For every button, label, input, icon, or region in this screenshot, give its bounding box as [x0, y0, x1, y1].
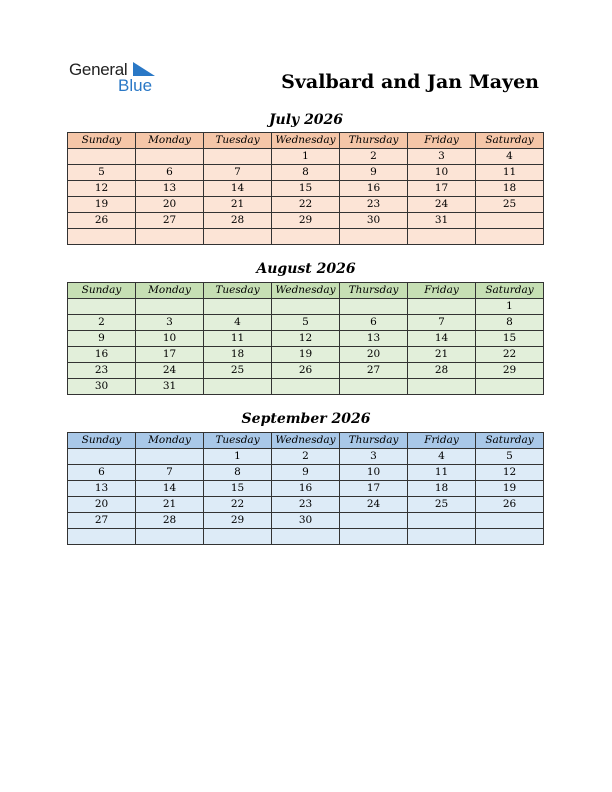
- day-cell: [68, 529, 136, 545]
- day-cell: [136, 449, 204, 465]
- day-cell: 5: [272, 315, 340, 331]
- day-cell: 29: [272, 213, 340, 229]
- day-cell: [476, 379, 544, 395]
- day-cell: 28: [408, 363, 476, 379]
- day-cell: 21: [408, 347, 476, 363]
- day-cell: 9: [272, 465, 340, 481]
- day-cell: 9: [340, 165, 408, 181]
- day-cell: 8: [476, 315, 544, 331]
- day-cell: 19: [68, 197, 136, 213]
- day-cell: [68, 449, 136, 465]
- weekday-header: Tuesday: [204, 133, 272, 149]
- day-cell: 6: [136, 165, 204, 181]
- weekday-header-row: [68, 133, 544, 149]
- day-cell: 30: [340, 213, 408, 229]
- day-cell: [204, 149, 272, 165]
- day-cell: 1: [204, 449, 272, 465]
- day-cell: 19: [476, 481, 544, 497]
- day-cell: 11: [204, 331, 272, 347]
- day-cell: [340, 299, 408, 315]
- weekday-header: Sunday: [68, 133, 136, 149]
- day-cell: 23: [68, 363, 136, 379]
- week-row: [68, 363, 544, 379]
- day-cell: 17: [340, 481, 408, 497]
- day-cell: 2: [68, 315, 136, 331]
- month-title-july: July 2026: [268, 112, 344, 128]
- day-cell: [272, 379, 340, 395]
- day-cell: [136, 529, 204, 545]
- day-cell: 12: [476, 465, 544, 481]
- day-cell: 25: [476, 197, 544, 213]
- day-cell: [272, 229, 340, 245]
- day-cell: 3: [408, 149, 476, 165]
- day-cell: 13: [68, 481, 136, 497]
- day-cell: [68, 299, 136, 315]
- day-cell: 2: [340, 149, 408, 165]
- weekday-header: Thursday: [340, 133, 408, 149]
- calendar-july: [67, 132, 544, 245]
- day-cell: 12: [68, 181, 136, 197]
- day-cell: 22: [204, 497, 272, 513]
- weekday-header: Wednesday: [272, 283, 340, 299]
- day-cell: 14: [136, 481, 204, 497]
- day-cell: 21: [136, 497, 204, 513]
- day-cell: 19: [272, 347, 340, 363]
- week-row: [68, 315, 544, 331]
- day-cell: 1: [272, 149, 340, 165]
- day-cell: 9: [68, 331, 136, 347]
- week-row: [68, 213, 544, 229]
- day-cell: 27: [136, 213, 204, 229]
- day-cell: 20: [340, 347, 408, 363]
- day-cell: 7: [408, 315, 476, 331]
- week-row: [68, 149, 544, 165]
- day-cell: 29: [204, 513, 272, 529]
- day-cell: [204, 299, 272, 315]
- weekday-header: Monday: [136, 283, 204, 299]
- day-cell: 15: [272, 181, 340, 197]
- day-cell: [340, 513, 408, 529]
- week-row: [68, 299, 544, 315]
- day-cell: 26: [272, 363, 340, 379]
- day-cell: 26: [476, 497, 544, 513]
- day-cell: 11: [476, 165, 544, 181]
- day-cell: 14: [204, 181, 272, 197]
- day-cell: 27: [68, 513, 136, 529]
- week-row: [68, 165, 544, 181]
- day-cell: 16: [272, 481, 340, 497]
- weekday-header: Friday: [408, 283, 476, 299]
- day-cell: 2: [272, 449, 340, 465]
- day-cell: [476, 529, 544, 545]
- day-cell: [408, 529, 476, 545]
- day-cell: [68, 149, 136, 165]
- day-cell: 23: [272, 497, 340, 513]
- week-row: [68, 331, 544, 347]
- day-cell: 26: [68, 213, 136, 229]
- weekday-header: Thursday: [340, 433, 408, 449]
- day-cell: 22: [476, 347, 544, 363]
- weekday-header: Monday: [136, 433, 204, 449]
- day-cell: [408, 379, 476, 395]
- day-cell: 15: [204, 481, 272, 497]
- day-cell: [408, 299, 476, 315]
- month-title-august: August 2026: [256, 261, 356, 277]
- day-cell: 3: [340, 449, 408, 465]
- week-row: [68, 379, 544, 395]
- weekday-header: Wednesday: [272, 133, 340, 149]
- calendar-august: [67, 282, 544, 395]
- weekday-header: Saturday: [476, 283, 544, 299]
- day-cell: [272, 299, 340, 315]
- day-cell: [136, 299, 204, 315]
- day-cell: 17: [408, 181, 476, 197]
- week-row: [68, 513, 544, 529]
- logo: [69, 60, 169, 96]
- day-cell: 25: [408, 497, 476, 513]
- week-row: [68, 529, 544, 545]
- day-cell: 25: [204, 363, 272, 379]
- day-cell: 11: [408, 465, 476, 481]
- day-cell: 6: [340, 315, 408, 331]
- day-cell: 10: [340, 465, 408, 481]
- day-cell: 24: [136, 363, 204, 379]
- day-cell: 21: [204, 197, 272, 213]
- day-cell: [408, 513, 476, 529]
- day-cell: 22: [272, 197, 340, 213]
- day-cell: [340, 229, 408, 245]
- day-cell: 13: [136, 181, 204, 197]
- day-cell: 18: [476, 181, 544, 197]
- weekday-header-row: [68, 433, 544, 449]
- day-cell: 17: [136, 347, 204, 363]
- week-row: [68, 229, 544, 245]
- day-cell: 8: [272, 165, 340, 181]
- day-cell: [272, 529, 340, 545]
- logo-blue-text: Blue: [118, 76, 153, 95]
- day-cell: [68, 229, 136, 245]
- day-cell: 8: [204, 465, 272, 481]
- weekday-header: Saturday: [476, 133, 544, 149]
- day-cell: [340, 379, 408, 395]
- day-cell: 24: [408, 197, 476, 213]
- day-cell: 4: [408, 449, 476, 465]
- day-cell: 1: [476, 299, 544, 315]
- day-cell: [476, 229, 544, 245]
- weekday-header: Friday: [408, 133, 476, 149]
- day-cell: 20: [136, 197, 204, 213]
- page-title: Svalbard and Jan Mayen: [281, 71, 539, 93]
- day-cell: 10: [408, 165, 476, 181]
- day-cell: 18: [204, 347, 272, 363]
- week-row: [68, 449, 544, 465]
- day-cell: [204, 229, 272, 245]
- day-cell: 14: [408, 331, 476, 347]
- weekday-header: Sunday: [68, 283, 136, 299]
- day-cell: 15: [476, 331, 544, 347]
- weekday-header: Monday: [136, 133, 204, 149]
- week-row: [68, 481, 544, 497]
- week-row: [68, 497, 544, 513]
- weekday-header: Saturday: [476, 433, 544, 449]
- day-cell: 30: [68, 379, 136, 395]
- day-cell: 28: [136, 513, 204, 529]
- day-cell: 31: [408, 213, 476, 229]
- day-cell: 12: [272, 331, 340, 347]
- week-row: [68, 181, 544, 197]
- day-cell: 20: [68, 497, 136, 513]
- day-cell: 7: [204, 165, 272, 181]
- day-cell: 4: [476, 149, 544, 165]
- weekday-header: Thursday: [340, 283, 408, 299]
- weekday-header: Tuesday: [204, 433, 272, 449]
- weekday-header: Sunday: [68, 433, 136, 449]
- day-cell: [136, 149, 204, 165]
- week-row: [68, 347, 544, 363]
- calendar-september: [67, 432, 544, 545]
- day-cell: [476, 513, 544, 529]
- week-row: [68, 465, 544, 481]
- day-cell: 7: [136, 465, 204, 481]
- day-cell: 13: [340, 331, 408, 347]
- day-cell: 4: [204, 315, 272, 331]
- day-cell: 31: [136, 379, 204, 395]
- month-title-september: September 2026: [241, 411, 371, 427]
- day-cell: 10: [136, 331, 204, 347]
- day-cell: 23: [340, 197, 408, 213]
- weekday-header: Wednesday: [272, 433, 340, 449]
- day-cell: [476, 213, 544, 229]
- day-cell: 16: [340, 181, 408, 197]
- day-cell: [204, 529, 272, 545]
- day-cell: 30: [272, 513, 340, 529]
- day-cell: 27: [340, 363, 408, 379]
- weekday-header: Friday: [408, 433, 476, 449]
- day-cell: [136, 229, 204, 245]
- week-row: [68, 197, 544, 213]
- day-cell: [408, 229, 476, 245]
- weekday-header-row: [68, 283, 544, 299]
- weekday-header: Tuesday: [204, 283, 272, 299]
- day-cell: 6: [68, 465, 136, 481]
- day-cell: 16: [68, 347, 136, 363]
- day-cell: 28: [204, 213, 272, 229]
- day-cell: 24: [340, 497, 408, 513]
- logo-general-text: General: [69, 60, 128, 79]
- day-cell: 29: [476, 363, 544, 379]
- day-cell: 5: [68, 165, 136, 181]
- day-cell: 3: [136, 315, 204, 331]
- day-cell: 18: [408, 481, 476, 497]
- day-cell: 5: [476, 449, 544, 465]
- day-cell: [204, 379, 272, 395]
- day-cell: [340, 529, 408, 545]
